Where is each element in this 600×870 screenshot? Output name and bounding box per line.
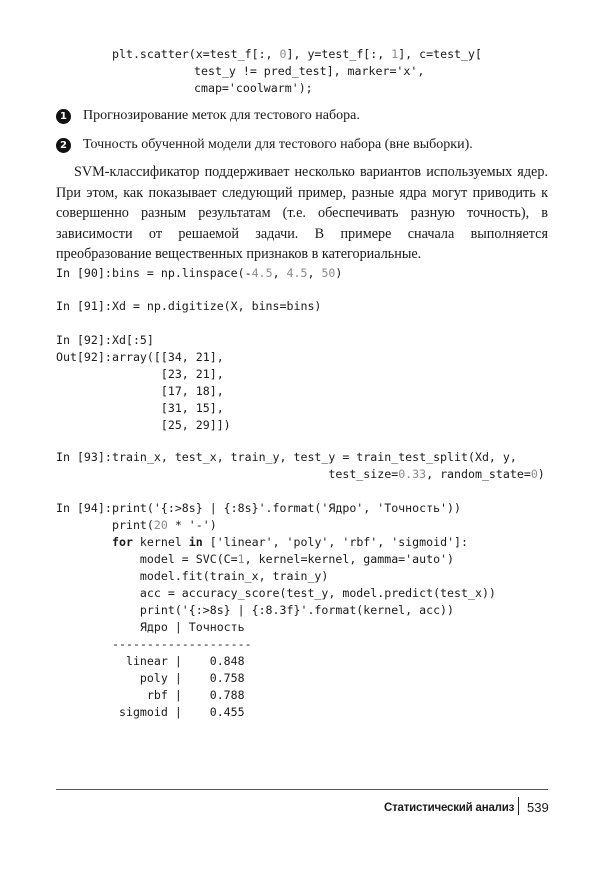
cell-code: train_x, test_x, train_y, test_y = train_test_split(Xd, y,: [112, 450, 517, 464]
footnote-1: [56, 108, 360, 124]
code-line: test_y != pred_test], marker='x',: [194, 64, 425, 78]
cell-output-line: [25, 29]]): [112, 418, 231, 432]
running-footer-section: Статистический анализ: [384, 802, 515, 814]
callout-marker: 1: [56, 109, 71, 124]
cell-code: test_size=0.33, random_state=0): [112, 467, 545, 481]
cell-output-line: array([[34, 21],: [112, 350, 224, 364]
cell-output-line: rbf | 0.788: [112, 688, 245, 702]
cell-code: print(20 * '-'): [112, 518, 217, 532]
cell-code: bins = np.linspace(-4.5, 4.5, 50): [112, 266, 343, 280]
cell-output-line: sigmoid | 0.455: [112, 705, 245, 719]
cell-prompt: In [93]:: [56, 450, 112, 464]
cell-output-line: Ядро | Точность: [112, 620, 245, 634]
cell-output-line: [17, 18],: [112, 384, 224, 398]
cell-code: print('{:>8s} | {:8s}'.format('Ядро', 'Точность')): [112, 501, 462, 515]
cell-code: model = SVC(C=1, kernel=kernel, gamma='auto'): [112, 552, 455, 566]
cell-prompt: In [91]:: [56, 299, 112, 313]
footnote-2: [56, 137, 473, 153]
cell-code: Xd[:5]: [112, 333, 154, 347]
code-line: plt.scatter(x=test_f[:, 0], y=test_f[:, 1], c=test_y[: [112, 47, 482, 61]
cell-code: acc = accuracy_score(test_y, model.predict(test_x)): [112, 586, 496, 600]
cell-out-prompt: Out[92]:: [56, 350, 112, 364]
cell-output-line: [31, 15],: [112, 401, 224, 415]
code-line: cmap='coolwarm');: [194, 81, 313, 95]
cell-code: for kernel in ['linear', 'poly', 'rbf', 'sigmoid']:: [112, 535, 469, 549]
cell-output-line: linear | 0.848: [112, 654, 245, 668]
footer-rule: [56, 789, 548, 790]
cell-code: print('{:>8s} | {:8.3f}'.format(kernel, acc)): [112, 603, 455, 617]
page-number: 539: [527, 800, 549, 815]
cell-output-line: poly | 0.758: [112, 671, 245, 685]
footnote-text: Точность обученной модели для тестового набора (вне выборки).: [83, 137, 473, 152]
cell-prompt: In [92]:: [56, 333, 112, 347]
footnote-text: Прогнозирование меток для тестового набора.: [83, 108, 360, 123]
cell-prompt: In [90]:: [56, 266, 112, 280]
cell-code: model.fit(train_x, train_y): [112, 569, 329, 583]
cell-output-line: [23, 21],: [112, 367, 224, 381]
cell-code: Xd = np.digitize(X, bins=bins): [112, 299, 322, 313]
body-paragraph: SVM-классификатор поддерживает несколько вариантов используемых ядер. При этом, как показывает следующий пример, разные ядра могут приводить к совершенно разным результатам (т.е. обеспечивать разную точность), в зависимости от решаемой задачи. В примере сначала выполняется преобразование вещественных признаков в категориальные.: [56, 164, 548, 263]
cell-prompt: In [94]:: [56, 501, 112, 515]
cell-output-line: --------------------: [112, 637, 252, 651]
callout-marker: 2: [56, 138, 71, 153]
footer-separator: [518, 797, 519, 815]
